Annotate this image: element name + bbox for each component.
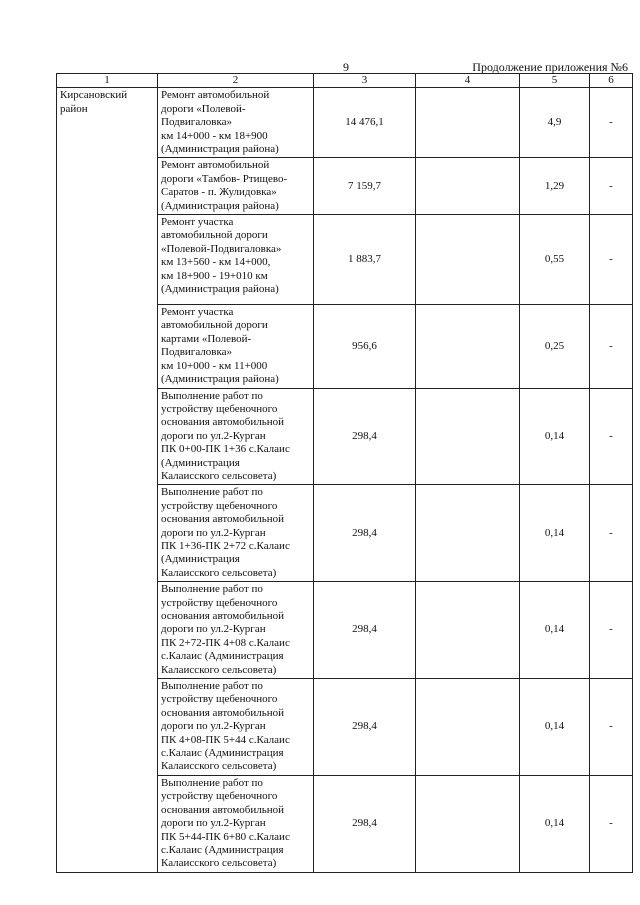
cost-cell: 298,4: [314, 388, 416, 485]
length-cell: 1,29: [520, 158, 590, 215]
works-table: [56, 73, 633, 873]
col6-cell: -: [590, 88, 633, 158]
col6-cell: -: [590, 158, 633, 215]
cost-cell: 298,4: [314, 775, 416, 872]
col6-cell: -: [590, 215, 633, 305]
cost-cell: 1 883,7: [314, 215, 416, 305]
column-header: 3: [314, 74, 416, 88]
table-row: [57, 88, 633, 158]
col6-cell: -: [590, 582, 633, 679]
length-cell: 0,14: [520, 485, 590, 582]
col4-cell: [416, 388, 520, 485]
work-description: Выполнение работ по устройству щебеночного основания автомобильной дороги по ул.2-Курган ПК 5+44-ПК 6+80 с.Калаис с.Калаис (Администрация Калаисского сельсовета): [158, 775, 314, 872]
col4-cell: [416, 582, 520, 679]
col4-cell: [416, 305, 520, 388]
length-cell: 4,9: [520, 88, 590, 158]
column-header: 1: [57, 74, 158, 88]
cost-cell: 298,4: [314, 582, 416, 679]
col6-cell: -: [590, 679, 633, 776]
page-number: 9: [343, 60, 349, 74]
col4-cell: [416, 88, 520, 158]
appendix-caption: Продолжение приложения №6: [472, 60, 628, 74]
col4-cell: [416, 775, 520, 872]
district-cell: Кирсановский район: [57, 88, 158, 872]
col4-cell: [416, 485, 520, 582]
column-header: 2: [158, 74, 314, 88]
work-description: Выполнение работ по устройству щебеночного основания автомобильной дороги по ул.2-Курган ПК 1+36-ПК 2+72 с.Калаис (Администрация Калаисского сельсовета): [158, 485, 314, 582]
col6-cell: -: [590, 485, 633, 582]
length-cell: 0,14: [520, 388, 590, 485]
col4-cell: [416, 158, 520, 215]
cost-cell: 298,4: [314, 485, 416, 582]
cost-cell: 956,6: [314, 305, 416, 388]
length-cell: 0,14: [520, 582, 590, 679]
column-header: 4: [416, 74, 520, 88]
cost-cell: 7 159,7: [314, 158, 416, 215]
col6-cell: -: [590, 305, 633, 388]
work-description: Ремонт участка автомобильной дороги картами «Полевой- Подвигаловка» км 10+000 - км 11+000 (Администрация района): [158, 305, 314, 388]
table-header-row: [57, 74, 633, 88]
work-description: Выполнение работ по устройству щебеночного основания автомобильной дороги по ул.2-Курган ПК 2+72-ПК 4+08 с.Калаис с.Калаис (Администрация Калаисского сельсовета): [158, 582, 314, 679]
work-description: Ремонт автомобильной дороги «Тамбов- Ртищево- Саратов - п. Жулидовка» (Администрация района): [158, 158, 314, 215]
col4-cell: [416, 679, 520, 776]
work-description: Выполнение работ по устройству щебеночного основания автомобильной дороги по ул.2-Курган ПК 4+08-ПК 5+44 с.Калаис с.Калаис (Администрация Калаисского сельсовета): [158, 679, 314, 776]
column-header: 5: [520, 74, 590, 88]
length-cell: 0,14: [520, 775, 590, 872]
length-cell: 0,25: [520, 305, 590, 388]
cost-cell: 14 476,1: [314, 88, 416, 158]
work-description: Ремонт автомобильной дороги «Полевой- Подвигаловка» км 14+000 - км 18+900 (Администрация района): [158, 88, 314, 158]
work-description: Выполнение работ по устройству щебеночного основания автомобильной дороги по ул.2-Курган ПК 0+00-ПК 1+36 с.Калаис (Администрация Калаисского сельсовета): [158, 388, 314, 485]
work-description: Ремонт участка автомобильной дороги «Полевой-Подвигаловка» км 13+560 - км 14+000, км 18+900 - 19+010 км (Администрация района): [158, 215, 314, 305]
col6-cell: -: [590, 388, 633, 485]
length-cell: 0,14: [520, 679, 590, 776]
length-cell: 0,55: [520, 215, 590, 305]
cost-cell: 298,4: [314, 679, 416, 776]
col6-cell: -: [590, 775, 633, 872]
column-header: 6: [590, 74, 633, 88]
col4-cell: [416, 215, 520, 305]
